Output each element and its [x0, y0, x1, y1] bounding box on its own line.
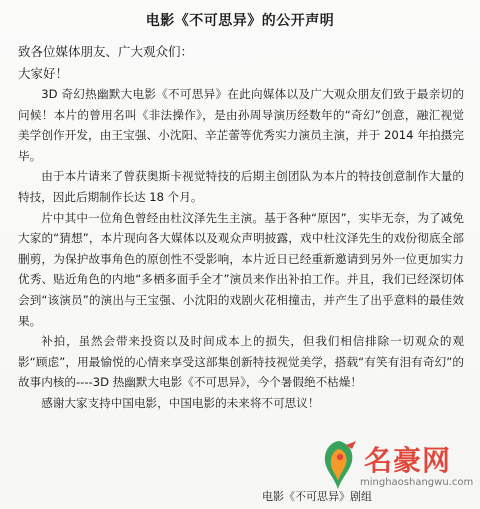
paragraph-4: 补拍，虽然会带来投资以及时间成本上的损失，但我们相信排除一切观众的观影“顾虑”，用最愉悦的心情来享受这部集创新特技视觉美学，搭载“有笑有泪有奇幻”的故事内核的----3D 热幽默大电影《不可思异》，今个暑假绝不枯燥！ — [18, 334, 464, 390]
salutation: 致各位媒体朋友、广大观众们： — [18, 44, 194, 59]
paragraph-2: 由于本片请来了曾获奥斯卡视觉特技的后期主创团队为本片的特技创意制作大量的特技，因此后期制作长达 18 个月。 — [18, 169, 464, 204]
watermark-brand: 名豪网 — [364, 444, 452, 477]
site-watermark — [316, 437, 474, 495]
paragraph-1: 3D 奇幻热幽默大电影《不可思异》在此向媒体以及广大观众朋友们致于最亲切的问候！本片的曾用名叫《非法操作》，是由孙周导演历经数年的“奇幻”创意，融汇视觉美学创作开发，由王宝强、小沈阳、辛芷蕾等优秀实力演员主演，并于 2014 年拍摄完毕。 — [18, 87, 464, 163]
greeting: 大家好！ — [18, 66, 69, 81]
watermark-url: minghaoshangwu.com — [360, 477, 474, 488]
signature: 电影《不可思异》剧组 — [262, 490, 372, 503]
paragraph-3: 片中其中一位角色曾经由杜汶泽先生主演。基于各种“原因”，实毕无奈，为了减免大家的“猜想”，本片现向各大媒体以及观众声明披露，戏中杜汶泽先生的戏份彻底全部删剪，为保护故事角色的原创性不受影响，本片近日已经重新邀请到另外一位更加实力优秀、贴近角色的内地“多栖多面手全才”演员来作出补拍工作。并且，我们已经深切体会到“该演员”的演出与王宝强、小沈阳的戏剧火花相撞击，并产生了出乎意料的最佳效果。 — [18, 210, 464, 328]
paragraph-5: 感谢大家支持中国电影，中国电影的未来将不可思议！ — [41, 395, 320, 410]
document-title: 电影《不可思异》的公开声明 — [145, 13, 335, 29]
bird-logo-icon — [316, 437, 362, 493]
document-body — [18, 84, 464, 414]
